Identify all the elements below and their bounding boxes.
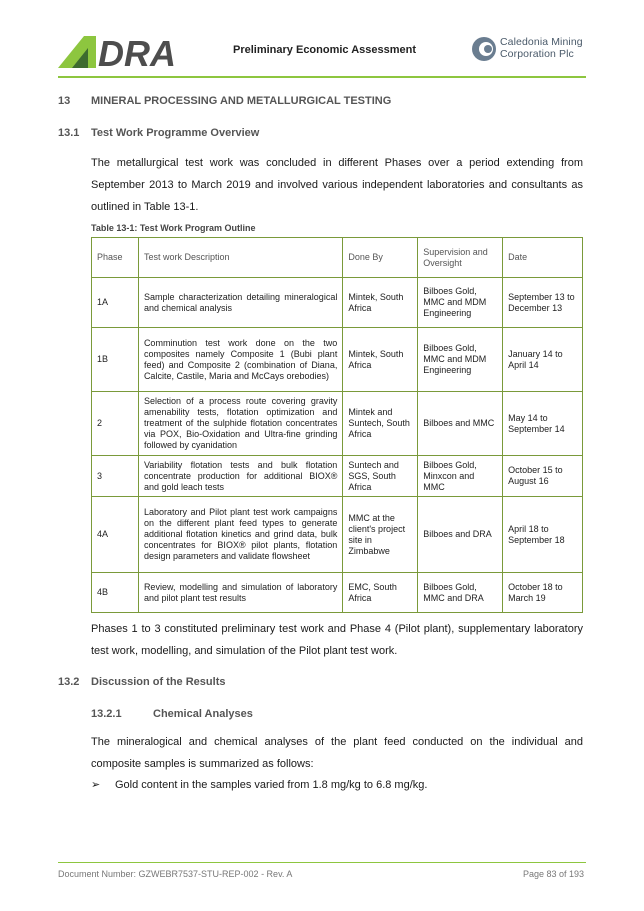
cell-done-by: Suntech and SGS, South Africa <box>343 456 418 497</box>
cell-done-by: Mintek and Suntech, South Africa <box>343 392 418 456</box>
header-description: Test work Description <box>138 238 342 278</box>
header-divider <box>58 76 586 78</box>
cell-date: September 13 to December 13 <box>503 278 583 328</box>
cell-date: April 18 to September 18 <box>503 497 583 573</box>
cell-description: Sample characterization detailing mineralogical and chemical analysis <box>138 278 342 328</box>
cell-done-by: MMC at the client's project site in Zimbabwe <box>343 497 418 573</box>
cell-phase: 3 <box>92 456 139 497</box>
table-header-row <box>92 238 583 278</box>
cell-date: May 14 to September 14 <box>503 392 583 456</box>
header-title: Preliminary Economic Assessment <box>233 44 417 56</box>
cell-phase: 4A <box>92 497 139 573</box>
cell-phase: 4B <box>92 573 139 613</box>
cell-description: Selection of a process route covering gravity amenability tests, flotation optimization and treatment of the sulphide flotation concentrates via POX, Bio-Oxidation and Ultra-fine grinding followed by cyanidation <box>138 392 342 456</box>
header-done-by: Done By <box>343 238 418 278</box>
cell-description: Laboratory and Pilot plant test work campaigns on the different plant feed types to generate additional flotation kinetics and grind data, bulk concentrates for BIOX® pilot plants, flotation design parameters and validate flowsheet <box>138 497 342 573</box>
document-number: Document Number: GZWEBR7537-STU-REP-002 - Rev. A <box>58 869 293 879</box>
cell-supervision: Bilboes Gold, MMC and MDM Engineering <box>418 278 503 328</box>
subsubsection-number: 13.2.1 <box>91 708 122 720</box>
caledonia-name-line2: Corporation Plc <box>500 48 574 60</box>
subsubsection-heading <box>91 708 253 720</box>
cell-date: January 14 to April 14 <box>503 328 583 392</box>
list-item <box>91 778 427 791</box>
cell-supervision: Bilboes Gold, MMC and MDM Engineering <box>418 328 503 392</box>
intro-paragraph: The metallurgical test work was concluded in different Phases over a period extending from September 2013 to March 2019 and involved various independent laboratories and consultants as outlined in Table 13-1. <box>91 157 583 213</box>
header-phase: Phase <box>92 238 139 278</box>
chemical-analyses-paragraph: The mineralogical and chemical analyses of the plant feed conducted on the individual and composite samples is summarized as follows: <box>91 736 583 770</box>
arrow-bullet-icon: ➢ <box>91 779 101 791</box>
cell-date: October 18 to March 19 <box>503 573 583 613</box>
table-row <box>92 456 583 497</box>
svg-text:DRA: DRA <box>98 34 176 70</box>
table-row <box>92 392 583 456</box>
cell-supervision: Bilboes Gold, Minxcon and MMC <box>418 456 503 497</box>
table-row <box>92 497 583 573</box>
dra-logo <box>58 34 198 70</box>
cell-phase: 1A <box>92 278 139 328</box>
cell-done-by: EMC, South Africa <box>343 573 418 613</box>
cell-supervision: Bilboes and DRA <box>418 497 503 573</box>
subsection-title: Test Work Programme Overview <box>91 127 260 139</box>
subsection-title: Discussion of the Results <box>91 676 226 688</box>
cell-phase: 2 <box>92 392 139 456</box>
header-supervision: Supervision and Oversight <box>418 238 503 278</box>
bullet-text: Gold content in the samples varied from 1.8 mg/kg to 6.8 mg/kg. <box>115 779 428 791</box>
cell-done-by: Mintek, South Africa <box>343 328 418 392</box>
test-work-table <box>91 237 583 613</box>
section-number: 13 <box>58 95 71 107</box>
section-heading <box>58 95 391 107</box>
page-header <box>58 28 586 78</box>
footer-divider <box>58 862 586 863</box>
subsection-number: 13.1 <box>58 127 80 139</box>
caledonia-name-line1: Caledonia Mining <box>500 36 583 48</box>
cell-phase: 1B <box>92 328 139 392</box>
table-row <box>92 278 583 328</box>
cell-description: Variability flotation tests and bulk flotation concentrate production for additional BIOX® and gold leach tests <box>138 456 342 497</box>
subsection-heading-13-1 <box>58 127 259 139</box>
header-date: Date <box>503 238 583 278</box>
cell-supervision: Bilboes Gold, MMC and DRA <box>418 573 503 613</box>
subsection-number: 13.2 <box>58 676 80 688</box>
after-table-paragraph: Phases 1 to 3 constituted preliminary test work and Phase 4 (Pilot plant), supplementary laboratory test work, modelling, and simulation of the Pilot plant test work. <box>91 623 583 657</box>
subsubsection-title: Chemical Analyses <box>153 708 253 720</box>
cell-supervision: Bilboes and MMC <box>418 392 503 456</box>
page-number: Page 83 of 193 <box>522 869 584 879</box>
cell-description: Review, modelling and simulation of laboratory and pilot plant test results <box>138 573 342 613</box>
caledonia-emblem-icon <box>470 34 498 64</box>
cell-done-by: Mintek, South Africa <box>343 278 418 328</box>
table-caption: Table 13-1: Test Work Program Outline <box>91 223 256 233</box>
section-title: MINERAL PROCESSING AND METALLURGICAL TESTING <box>91 95 392 107</box>
cell-description: Comminution test work done on the two composites namely Composite 1 (Bubi plant feed) and Composite 2 (combination of Diana, Calcite, Castile, Maria and McCays orebodies) <box>138 328 342 392</box>
caledonia-logo <box>470 34 586 68</box>
table-row <box>92 573 583 613</box>
table-row <box>92 328 583 392</box>
cell-date: October 15 to August 16 <box>503 456 583 497</box>
subsection-heading-13-2 <box>58 676 225 688</box>
